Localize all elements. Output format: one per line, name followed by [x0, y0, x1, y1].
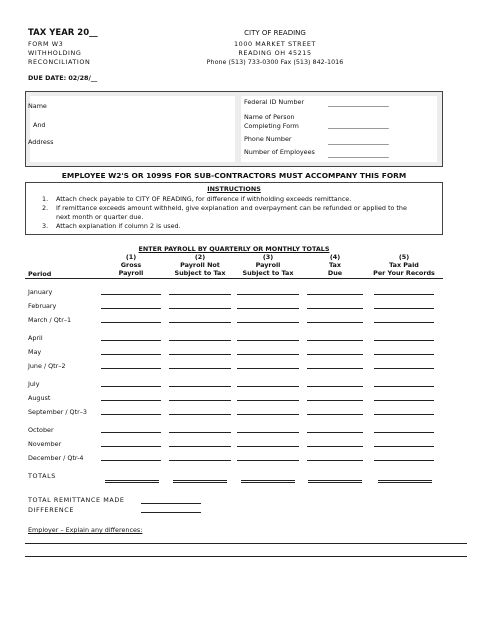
column-4-header-l1: Tax: [329, 261, 341, 269]
instruction-1-num: 1.: [42, 195, 49, 203]
instruction-2-cont: next month or quarter due.: [56, 213, 144, 221]
row-input-column-5[interactable]: [374, 414, 434, 415]
row-input-column-1[interactable]: [101, 414, 161, 415]
period-label: April: [28, 334, 43, 342]
difference-label: DIFFERENCE: [28, 506, 74, 514]
row-input-column-4[interactable]: [307, 446, 363, 447]
person-completing-blank[interactable]: ___________________: [328, 121, 389, 129]
column-5-header-l2: Per Your Records: [373, 269, 435, 277]
due-date: DUE DATE: 02/28/__: [28, 74, 98, 82]
row-input-column-4[interactable]: [307, 340, 363, 341]
row-input-column-1[interactable]: [101, 308, 161, 309]
period-label: October: [28, 426, 54, 434]
column-2-header-num: (2): [194, 253, 206, 261]
row-input-column-1[interactable]: [101, 400, 161, 401]
row-input-column-2[interactable]: [169, 322, 231, 323]
payroll-table-title: ENTER PAYROLL BY QUARTERLY OR MONTHLY TOTALS: [138, 245, 330, 253]
row-input-column-3[interactable]: [237, 308, 299, 309]
row-input-column-3[interactable]: [237, 400, 299, 401]
row-input-column-5[interactable]: [374, 322, 434, 323]
column-3-header-l1: Payroll: [255, 261, 281, 269]
totals-column-3[interactable]: [241, 480, 295, 483]
row-input-column-2[interactable]: [169, 414, 231, 415]
form-line-3: RECONCILIATION: [28, 58, 91, 66]
row-input-column-4[interactable]: [307, 322, 363, 323]
row-input-column-3[interactable]: [237, 446, 299, 447]
row-input-column-1[interactable]: [101, 432, 161, 433]
row-input-column-3[interactable]: [237, 432, 299, 433]
row-input-column-4[interactable]: [307, 414, 363, 415]
column-2-header-l2: Subject to Tax: [174, 269, 226, 277]
row-input-column-1[interactable]: [101, 460, 161, 461]
header-rule: [25, 278, 443, 279]
row-input-column-1[interactable]: [101, 386, 161, 387]
period-label: July: [28, 380, 40, 388]
column-1-header-num: (1): [125, 253, 137, 261]
row-input-column-2[interactable]: [169, 432, 231, 433]
row-input-column-4[interactable]: [307, 354, 363, 355]
phone-number-blank[interactable]: ___________________: [328, 137, 389, 145]
totals-column-2[interactable]: [173, 480, 227, 483]
row-input-column-4[interactable]: [307, 308, 363, 309]
row-input-column-4[interactable]: [307, 294, 363, 295]
totals-column-4[interactable]: [308, 480, 362, 483]
period-label: January: [28, 288, 53, 296]
row-input-column-3[interactable]: [237, 368, 299, 369]
label-person-completing: Name of Person Completing Form: [244, 113, 299, 130]
row-input-column-2[interactable]: [169, 354, 231, 355]
row-input-column-4[interactable]: [307, 400, 363, 401]
column-5-header-l1: Tax Paid: [389, 261, 419, 269]
form-line-2: WITHHOLDING: [28, 49, 82, 57]
label-and: And: [33, 121, 46, 129]
label-address: Address: [28, 138, 54, 146]
row-input-column-2[interactable]: [169, 368, 231, 369]
difference-blank[interactable]: [141, 512, 201, 513]
label-phone-number: Phone Number: [244, 135, 292, 143]
row-input-column-1[interactable]: [101, 354, 161, 355]
totals-column-1[interactable]: [105, 480, 159, 483]
period-label: February: [28, 302, 57, 310]
period-label: June / Qtr–2: [28, 362, 66, 370]
column-2-header-l1: Payroll Not: [180, 261, 220, 269]
city-address-1: 1000 MARKET STREET: [234, 40, 316, 48]
city-address-2: READING OH 45215: [238, 49, 312, 57]
column-4-header-num: (4): [329, 253, 341, 261]
instructions-title: INSTRUCTIONS: [207, 185, 261, 193]
column-1-header-l1: Gross: [120, 261, 142, 269]
period-label: May: [28, 348, 42, 356]
totals-label: TOTALS: [28, 472, 56, 480]
row-input-column-3[interactable]: [237, 414, 299, 415]
label-name: Name: [28, 102, 47, 110]
row-input-column-4[interactable]: [307, 432, 363, 433]
period-label: November: [28, 440, 62, 448]
row-input-column-1[interactable]: [101, 294, 161, 295]
row-input-column-2[interactable]: [169, 446, 231, 447]
instruction-2-num: 2.: [42, 204, 49, 212]
row-input-column-4[interactable]: [307, 368, 363, 369]
row-input-column-3[interactable]: [237, 386, 299, 387]
row-input-column-1[interactable]: [101, 368, 161, 369]
row-input-column-2[interactable]: [169, 308, 231, 309]
form-line-1: FORM W3: [28, 40, 64, 48]
column-5-header-num: (5): [398, 253, 410, 261]
instruction-3-num: 3.: [42, 222, 49, 230]
row-input-column-5[interactable]: [374, 368, 434, 369]
row-input-column-2[interactable]: [169, 460, 231, 461]
row-input-column-3[interactable]: [237, 322, 299, 323]
row-input-column-3[interactable]: [237, 294, 299, 295]
row-input-column-5[interactable]: [374, 308, 434, 309]
row-input-column-2[interactable]: [169, 400, 231, 401]
row-input-column-5[interactable]: [374, 400, 434, 401]
row-input-column-4[interactable]: [307, 460, 363, 461]
w2-notice: EMPLOYEE W2'S OR 1099S FOR SUB-CONTRACTORS MUST ACCOMPANY THIS FORM: [61, 171, 407, 180]
row-input-column-3[interactable]: [237, 460, 299, 461]
row-input-column-1[interactable]: [101, 322, 161, 323]
column-4-header-l2: Due: [327, 269, 343, 277]
label-federal-id: Federal ID Number: [244, 98, 305, 106]
row-input-column-2[interactable]: [169, 294, 231, 295]
row-input-column-3[interactable]: [237, 340, 299, 341]
period-label: September / Qtr–3: [28, 408, 87, 416]
label-number-employees: Number of Employees: [244, 148, 315, 156]
column-1-header-l2: Payroll: [118, 269, 144, 277]
total-remittance-blank[interactable]: [141, 503, 201, 504]
row-input-column-5[interactable]: [374, 386, 434, 387]
explain-line-1[interactable]: [25, 543, 467, 544]
instruction-1-text: Attach check payable to CITY OF READING, for difference if withholding exceeds remittance.: [56, 195, 352, 203]
row-input-column-5[interactable]: [374, 294, 434, 295]
column-3-header-l2: Subject to Tax: [242, 269, 294, 277]
total-remittance-label: TOTAL REMITTANCE MADE: [28, 496, 125, 504]
instruction-2-text: If remittance exceeds amount withheld, give explanation and overpayment can be refunded or applied to the: [56, 204, 407, 212]
row-input-column-3[interactable]: [237, 354, 299, 355]
totals-column-5[interactable]: [378, 480, 432, 483]
column-3-header-num: (3): [262, 253, 274, 261]
employer-name-area[interactable]: [30, 96, 235, 162]
federal-id-blank[interactable]: ___________________: [328, 99, 389, 107]
row-input-column-5[interactable]: [374, 340, 434, 341]
period-label: August: [28, 394, 51, 402]
period-label: December / Qtr-4: [28, 454, 84, 462]
period-column-header: Period: [28, 270, 52, 278]
tax-year: TAX YEAR 20__: [28, 28, 98, 38]
row-input-column-2[interactable]: [169, 340, 231, 341]
period-label: March / Qtr–1: [28, 316, 72, 324]
row-input-column-1[interactable]: [101, 340, 161, 341]
row-input-column-2[interactable]: [169, 386, 231, 387]
explain-line-2[interactable]: [25, 556, 467, 557]
row-input-column-5[interactable]: [374, 432, 434, 433]
city-phone: Phone (513) 733-0300 Fax (513) 842-1016: [206, 58, 344, 66]
row-input-column-1[interactable]: [101, 446, 161, 447]
number-employees-blank[interactable]: ___________________: [328, 150, 389, 158]
row-input-column-5[interactable]: [374, 354, 434, 355]
explain-differences-label: Employer – Explain any differences:: [28, 526, 143, 534]
row-input-column-5[interactable]: [374, 446, 434, 447]
row-input-column-4[interactable]: [307, 386, 363, 387]
row-input-column-5[interactable]: [374, 460, 434, 461]
city-name: CITY OF READING: [244, 29, 306, 37]
instruction-3-text: Attach explanation if column 2 is used.: [56, 222, 181, 230]
